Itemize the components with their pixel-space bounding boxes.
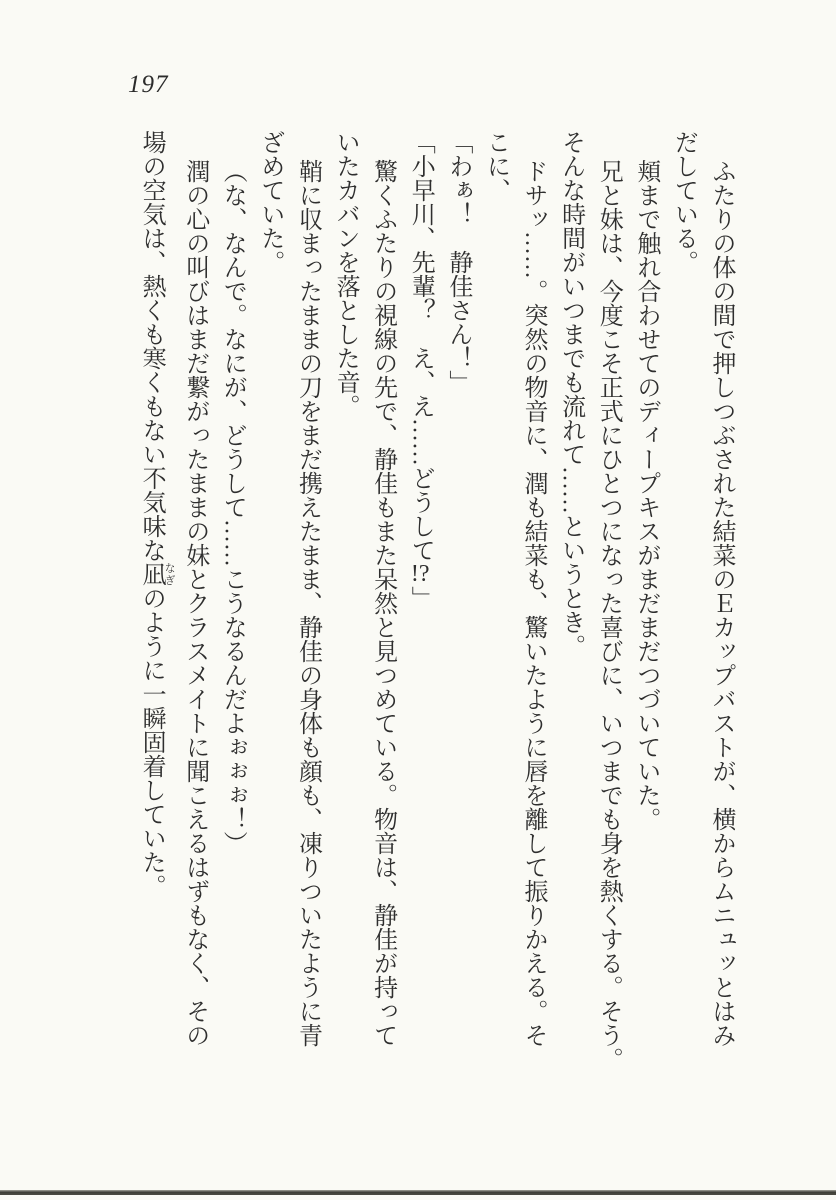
- text-line: （な、なんで。なにが、どうして……こうなるんだよぉぉぉ！）: [219, 159, 246, 855]
- ruby-text: なぎ: [163, 562, 176, 586]
- text-line: [132, 130, 176, 1145]
- text-line-dialogue: [401, 130, 439, 1145]
- text-line: ドサッ……。突然の物音に、潤も結菜も、驚いたように唇を離して振りかえる。そ: [520, 159, 547, 1047]
- text-line: 「わぁ！ 静佳さん！」: [444, 130, 471, 394]
- text-line: だしている。: [670, 130, 697, 274]
- text-block: [132, 130, 740, 1145]
- page-number: 197: [128, 71, 169, 98]
- text-line: ふたりの体の間で押しつぶされた結菜のＥカップバストが、横からムニュッとはみ: [708, 159, 734, 1047]
- text-line: 鞘に収まったままの刀をまだ携えたまま、静佳の身体も顔も、凍りついたように青: [294, 159, 321, 1047]
- text-line: ざめていた。: [256, 130, 283, 274]
- text-segment: 」: [407, 586, 434, 610]
- text-line: いたカバンを落とした音。: [332, 130, 359, 418]
- furigana-ruby: [138, 562, 176, 586]
- ruby-base: 凪: [138, 562, 165, 586]
- text-segment: 「小早川、先輩？ え、え……どうして: [407, 130, 434, 562]
- text-line: そんな時間がいつまでも流れて……というとき。: [557, 130, 584, 658]
- text-line: こに、: [482, 130, 509, 202]
- text-segment: のように一瞬固着していた。: [138, 586, 165, 898]
- text-line: 兄と妹は、今度こそ正式にひとつになった喜びに、いつまでも身を熱くする。そう。: [595, 159, 622, 1071]
- text-line: 驚くふたりの視線の先で、静佳もまた呆然と見つめている。物音は、静佳が持って: [369, 159, 396, 1047]
- tatechuyoko-exclamation-question: !?: [410, 562, 430, 586]
- text-line: 頬まで触れ合わせてのディープキスがまだまだつづいていた。: [632, 159, 659, 831]
- scan-bottom-edge: [0, 1190, 836, 1195]
- text-line: 潤の心の叫びはまだ繋がったままの妹とクラスメイトに聞こえるはずもなく、その: [181, 159, 208, 1047]
- text-segment: 場の空気は、熱くも寒くもない不気味な: [138, 130, 165, 562]
